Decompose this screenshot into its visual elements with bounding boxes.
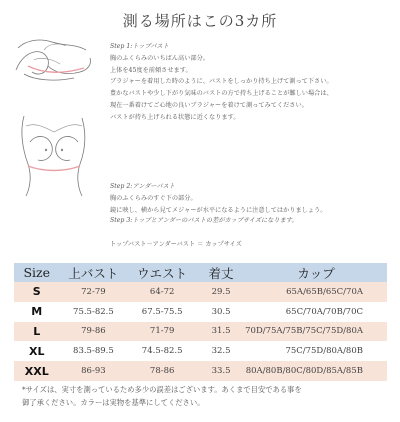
step1-line: バストが持ち上げられる状態に近くなります。: [110, 113, 240, 121]
disclaimer-line: 御了承ください。カラーは実物を基準にしてください。: [22, 398, 205, 407]
cup-cell: 75C/75D/80A/80B: [245, 341, 387, 361]
under-bust-illustration: [16, 112, 92, 198]
waist-cell: 71-79: [127, 322, 197, 342]
table-row: [14, 361, 387, 381]
table-row: [14, 341, 387, 361]
step1-line: 豊かなバストや少し下がり気味のバストの方で持ち上げることが難しい場合は、: [110, 90, 333, 98]
bust-cell: 75.5-82.5: [59, 302, 127, 322]
bust-cell: 72-79: [59, 282, 127, 302]
formula-block: [110, 239, 242, 251]
size-table: [14, 263, 387, 381]
waist-cell: 74.5-82.5: [127, 341, 197, 361]
page-title: 測る場所はこの3カ所: [122, 12, 278, 30]
length-cell: 31.5: [197, 322, 245, 342]
step1-heading: Step 1:トップバスト: [110, 43, 169, 50]
length-cell: 29.5: [197, 282, 245, 302]
cup-cell: 70D/75A/75B/75C/75D/80A: [245, 322, 387, 342]
step2-line: 鏡に映し、横から見てメジャーが水平になるように注意してはかりましょう。: [110, 206, 327, 214]
size-cell: M: [14, 302, 59, 322]
step1-block: [110, 41, 333, 124]
bust-cell: 83.5-89.5: [59, 341, 127, 361]
size-cell: XL: [14, 341, 59, 361]
disclaimer-line: *サイズは、実寸を測っているため多少の誤差はございます。あくまで目安である事を: [22, 385, 302, 394]
table-row: [14, 302, 387, 322]
col-waist: ウエスト: [127, 263, 197, 282]
waist-cell: 64-72: [127, 282, 197, 302]
size-cell: L: [14, 322, 59, 342]
col-bust: 上バスト: [59, 263, 127, 282]
col-cup: カップ: [245, 263, 387, 282]
step1-line: ブラジャーを着用した時のように、バストをしっかり持ち上げて測って下さい。: [110, 78, 333, 86]
step2-heading: Step 2:アンダーバスト: [110, 183, 175, 190]
length-cell: 33.5: [197, 361, 245, 381]
table-row: [14, 282, 387, 302]
waist-cell: 78-86: [127, 361, 197, 381]
size-cell: XXL: [14, 361, 59, 381]
size-cell: S: [14, 282, 59, 302]
col-size: Size: [14, 263, 59, 282]
size-disclaimer: [22, 383, 387, 409]
length-cell: 30.5: [197, 302, 245, 322]
length-cell: 32.5: [197, 341, 245, 361]
cup-cell: 65A/65B/65C/70A: [245, 282, 387, 302]
step1-line: 上体を45度を前傾させます。: [110, 66, 192, 74]
cup-formula: トップバスト－アンダーバスト ＝ カップサイズ: [110, 241, 242, 248]
step3-block: [110, 215, 298, 227]
step1-line: 現在一番着けてご心地の良いブラジャーを着けて測ってみてください。: [110, 101, 308, 109]
step2-block: [110, 181, 326, 216]
bust-cell: 79-86: [59, 322, 127, 342]
step3-heading: Step 3:トップとアンダーのバストの差がカップサイズになります。: [110, 217, 298, 224]
bust-cell: 86-93: [59, 361, 127, 381]
table-header-row: [14, 263, 387, 282]
top-bust-illustration: [14, 30, 96, 92]
step1-line: 胸のふくらみのいちばん高い部分。: [110, 54, 209, 62]
col-length: 着丈: [197, 263, 245, 282]
waist-cell: 67.5-75.5: [127, 302, 197, 322]
table-row: [14, 322, 387, 342]
step2-line: 胸のふくらみのすぐ下の部分。: [110, 194, 197, 202]
cup-cell: 65C/70A/70B/70C: [245, 302, 387, 322]
cup-cell: 80A/80B/80C/80D/85A/85B: [245, 361, 387, 381]
